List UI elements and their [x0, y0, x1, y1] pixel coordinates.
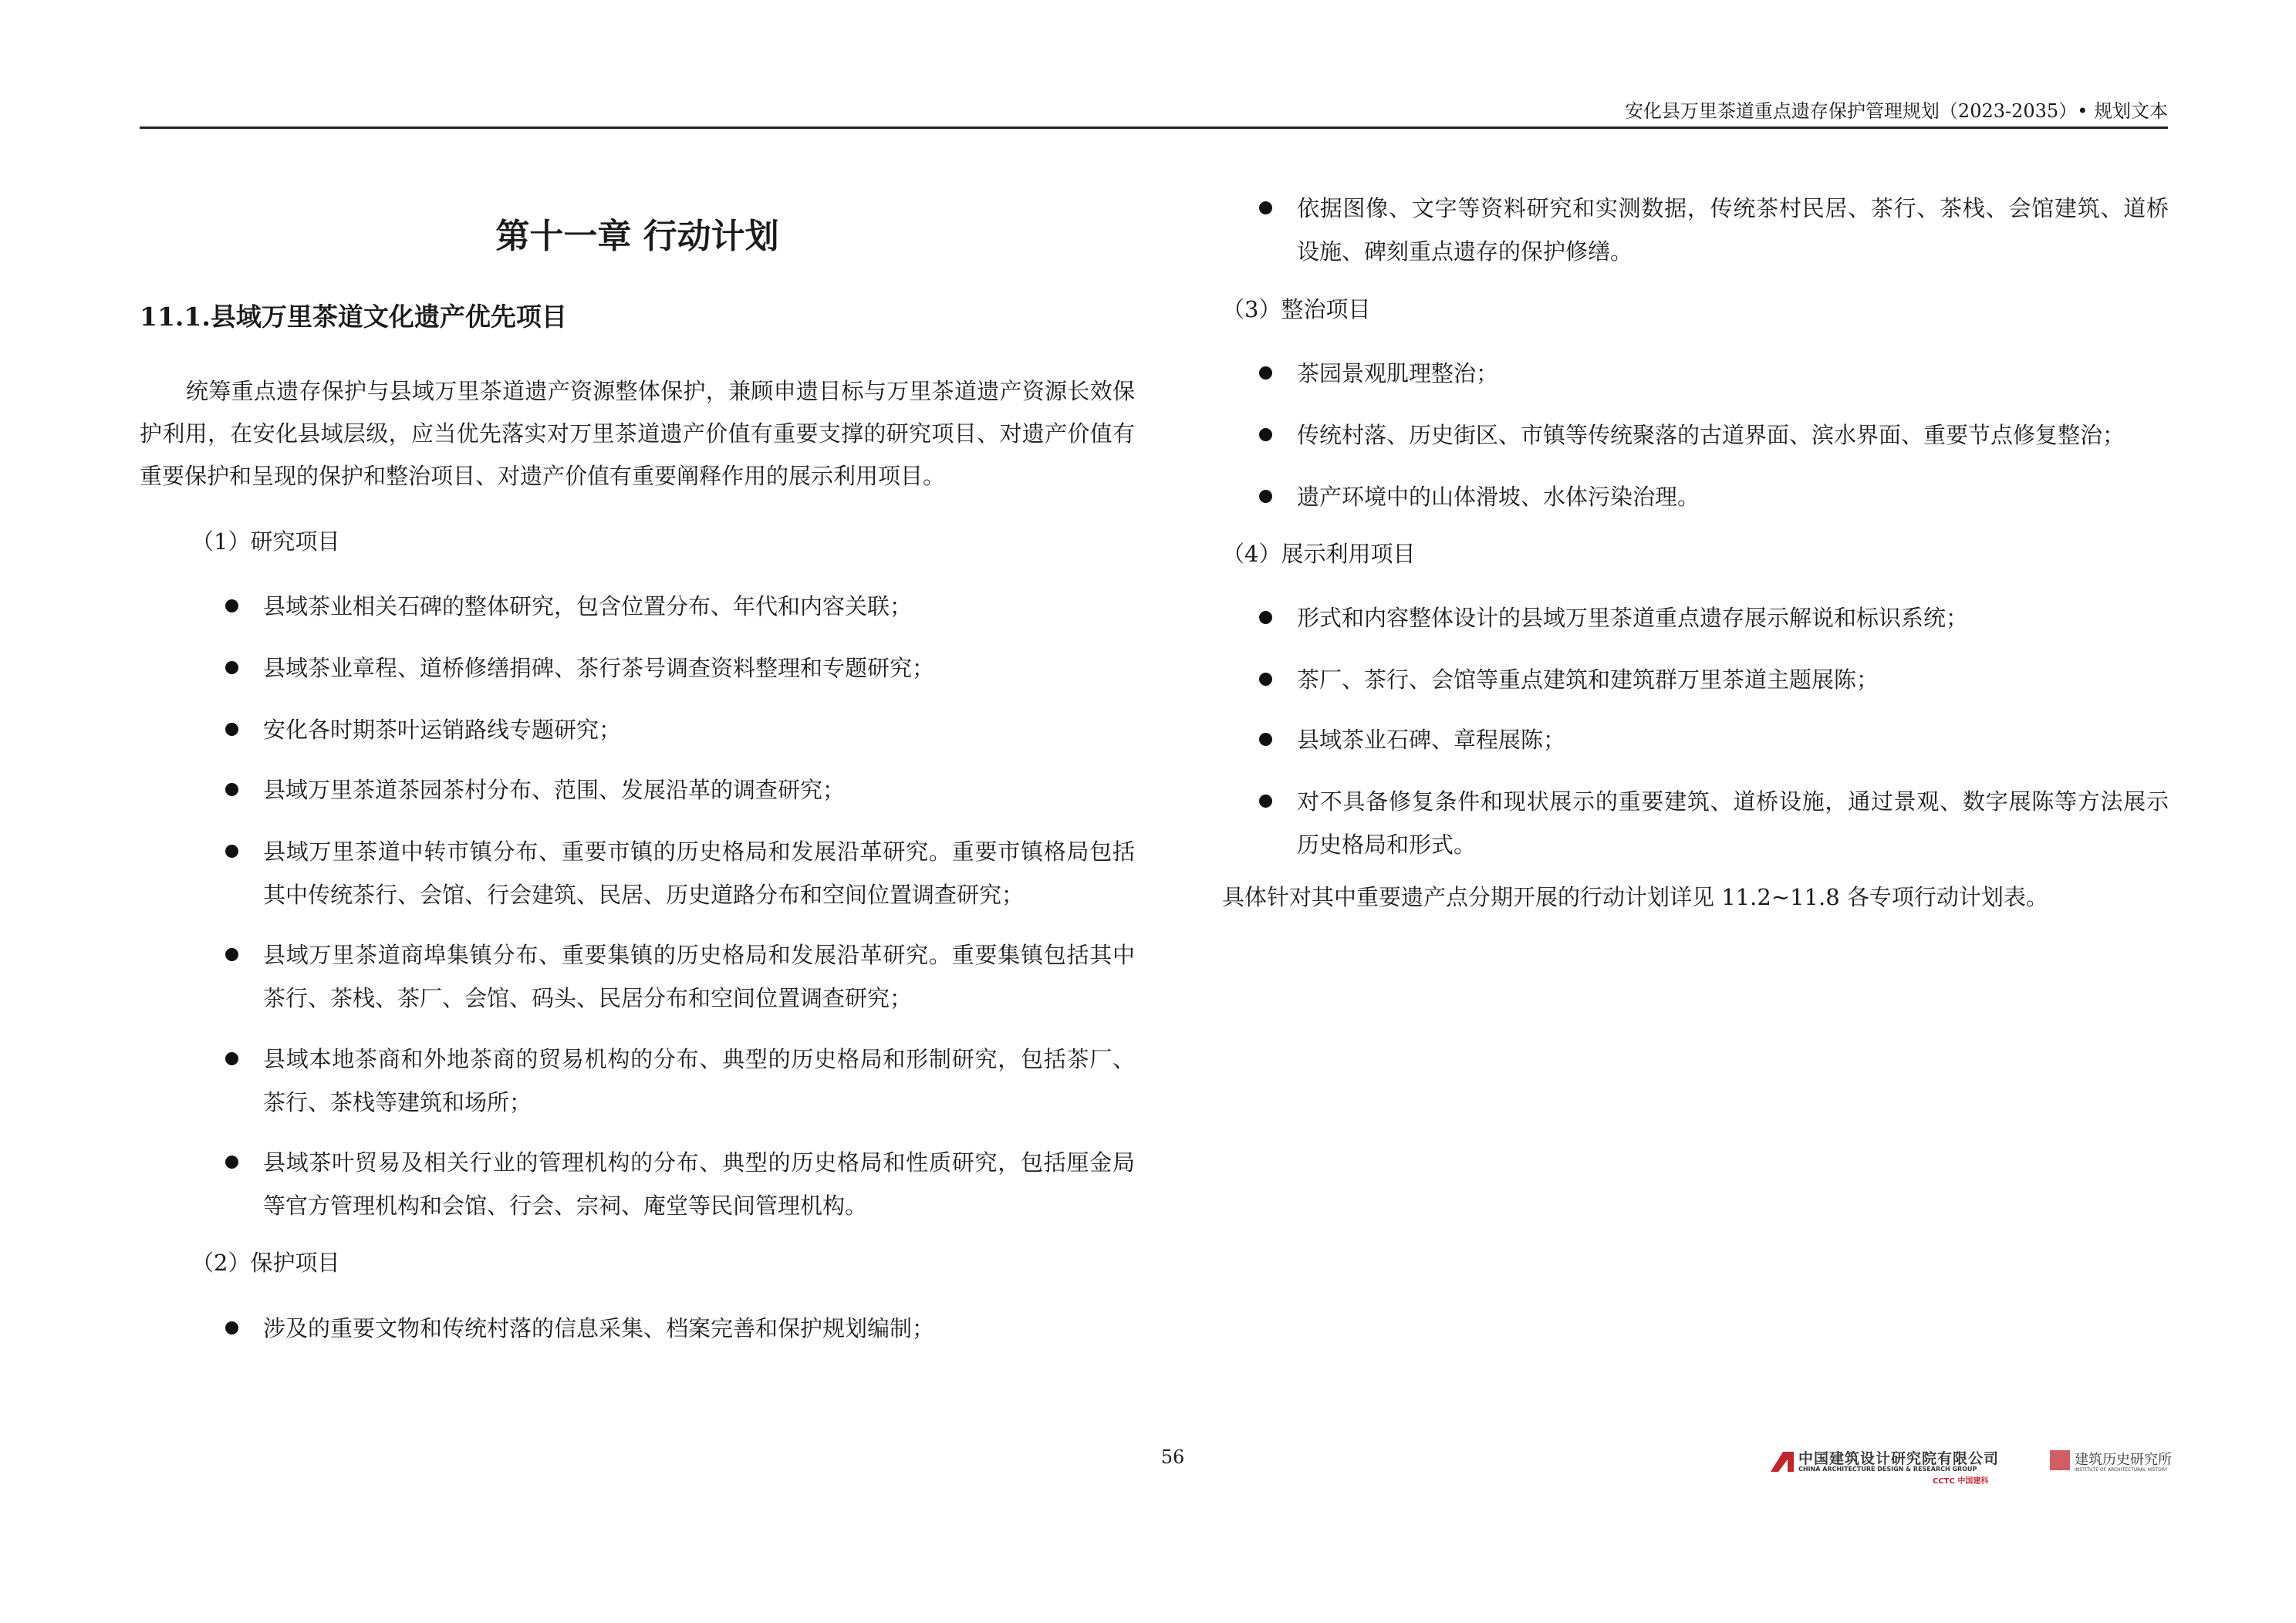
list-item: 县域茶叶贸易及相关行业的管理机构的分布、典型的历史格局和性质研究，包括厘金局等官方管理机构和会馆、行会、宗祠、庵堂等民间管理机构。 — [263, 1141, 1135, 1227]
list-item: 县域万里茶道茶园茶村分布、范围、发展沿革的调查研究； — [263, 768, 1135, 812]
footer-logos — [1771, 1447, 2172, 1486]
list-item: 县域本地茶商和外地茶商的贸易机构的分布、典型的历史格局和形制研究，包括茶厂、茶行、茶栈等建筑和场所； — [263, 1038, 1135, 1124]
list-item: 安化各时期茶叶运销路线专题研究； — [263, 708, 1135, 751]
list-item: 县域茶业章程、道桥修缮捐碑、茶行茶号调查资料整理和专题研究； — [263, 646, 1135, 690]
list-item: 遗产环境中的山体滑坡、水体污染治理。 — [1297, 475, 2169, 518]
chapter-title: 第十一章 行动计划 — [495, 217, 779, 256]
intro-paragraph: 统筹重点遗存保护与县域万里茶道遗产资源整体保护，兼顾申遗目标与万里茶道遗产资源长效保护利用，在安化县域层级，应当优先落实对万里茶道遗产价值有重要支撑的研究项目、对遗产价值有重要保护和呈现的保护和整治项目、对遗产价值有重要阐释作用的展示利用项目。 — [140, 378, 1135, 489]
page-number: 56 — [1160, 1446, 1185, 1468]
group-heading-protection: （2）保护项目 — [191, 1250, 340, 1276]
list-item: 县域茶业石碑、章程展陈； — [1297, 718, 2169, 761]
list-item: 茶厂、茶行、会馆等重点建筑和建筑群万里茶道主题展陈； — [1297, 658, 2169, 701]
cctc-logo: CCTC 中国建科 — [1933, 1477, 1989, 1486]
list-item: 传统村落、历史街区、市镇等传统聚落的古道界面、滨水界面、重要节点修复整治； — [1297, 413, 2169, 457]
group-heading-research: （1）研究项目 — [191, 528, 340, 555]
list-item: 县域万里茶道商埠集镇分布、重要集镇的历史格局和发展沿革研究。重要集镇包括其中茶行、茶栈、茶厂、会馆、码头、民居分布和空间位置调查研究； — [263, 933, 1135, 1020]
company-name-cn: 中国建筑设计研究院有限公司 — [1798, 1450, 2000, 1467]
list-item: 涉及的重要文物和传统村落的信息采集、档案完善和保护规划编制； — [263, 1307, 1135, 1350]
section-title: 11.1.县域万里茶道文化遗产优先项目 — [140, 302, 567, 332]
seal-icon — [2050, 1450, 2070, 1470]
running-header: 安化县万里茶道重点遗存保护管理规划（2023-2035）• 规划文本 — [1624, 100, 2168, 122]
list-item: 形式和内容整体设计的县域万里茶道重点遗存展示解说和标识系统； — [1297, 596, 2169, 639]
group-heading-display: （4）展示利用项目 — [1222, 541, 1416, 567]
list-item: 县域茶业相关石碑的整体研究，包含位置分布、年代和内容关联； — [263, 585, 1135, 628]
company-name-en: CHINA ARCHITECTURE DESIGN & RESEARCH GROUP — [1798, 1466, 1977, 1473]
closing-paragraph: 具体针对其中重要遗产点分期开展的行动计划详见 11.2~11.8 各专项行动计划表。 — [1222, 884, 2048, 910]
list-item: 茶园景观肌理整治； — [1297, 352, 2169, 395]
institute-name-en: INSTITUTE OF ARCHITECTURAL HISTORY — [2075, 1467, 2168, 1473]
institute-name-cn: 建筑历史研究所 — [2075, 1452, 2172, 1468]
list-item: 对不具备修复条件和现状展示的重要建筑、道桥设施，通过景观、数字展陈等方法展示历史格局和形式。 — [1297, 780, 2169, 866]
header-rule — [140, 127, 2168, 129]
list-item: 县域万里茶道中转市镇分布、重要市镇的历史格局和发展沿革研究。重要市镇格局包括其中传统茶行、会馆、行会建筑、民居、历史道路分布和空间位置调查研究； — [263, 830, 1135, 916]
group-heading-remediation: （3）整治项目 — [1222, 296, 1371, 322]
cadg-logo-icon — [1771, 1452, 1794, 1472]
list-item: 依据图像、文字等资料研究和实测数据，传统茶村民居、茶行、茶栈、会馆建筑、道桥设施、碑刻重点遗存的保护修缮。 — [1297, 187, 2169, 273]
